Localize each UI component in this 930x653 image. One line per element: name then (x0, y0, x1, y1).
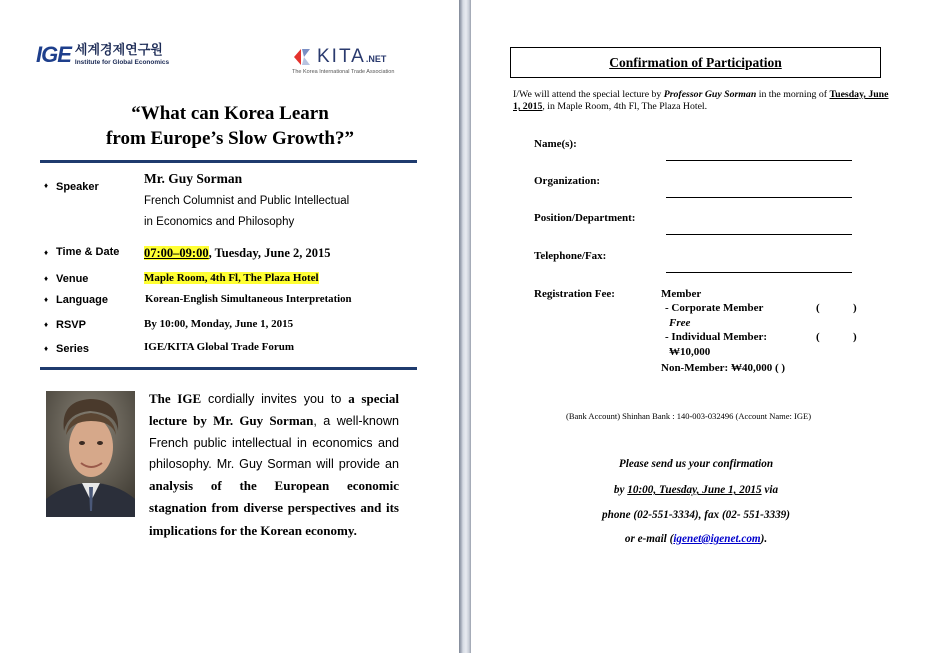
organization-field-label: Organization: (534, 175, 600, 187)
send-line-4 (531, 533, 861, 545)
confirmation-heading-box (510, 47, 881, 78)
ige-logo-mark: IGE (36, 42, 71, 67)
desc-ige: The IGE (149, 391, 202, 406)
bottom-divider (40, 367, 417, 370)
name-field-label: Name(s): (534, 138, 577, 150)
ige-logo-korean: 세계경제연구원 (74, 43, 163, 58)
member-label: Member (661, 288, 702, 300)
time-range: 07:00–09:00 (144, 246, 209, 260)
individual-member-checkbox-close[interactable]: ) (853, 331, 857, 343)
time-date-value (144, 246, 331, 261)
venue-value (144, 272, 319, 284)
corporate-member-label: - Corporate Member (665, 302, 764, 314)
email-link[interactable]: igenet@igenet.com (673, 533, 761, 545)
position-field-label: Position/Department: (534, 212, 636, 224)
event-date: , Tuesday, June 2, 2015 (208, 246, 331, 260)
speaker-label: Speaker (56, 181, 99, 193)
bullet-icon: ♦ (44, 320, 49, 329)
lecture-title-line1: “What can Korea Learn (131, 103, 329, 124)
desc-intellectual: , a well-known French public intellectual in economics and philosophy. Mr. Guy Sorman will provide an (149, 414, 400, 471)
intro-text-3: , in Maple Room, 4th Fl, The Plaza Hotel. (542, 101, 708, 112)
attendance-statement (513, 89, 893, 113)
lecture-title-line2: from Europe’s Slow Growth?” (106, 128, 354, 149)
send-by: by (613, 484, 628, 496)
book-gutter (459, 0, 471, 653)
intro-text-1: I/We will attend the special lecture by (513, 89, 664, 100)
rsvp-value: By 10:00, Monday, June 1, 2015 (144, 318, 294, 330)
venue-text: Maple Room, 4th Fl, The Plaza Hotel (144, 272, 319, 284)
telephone-field[interactable] (666, 272, 852, 273)
bullet-icon: ♦ (44, 344, 49, 353)
bullet-icon: ♦ (44, 295, 49, 304)
rsvp-label: RSVP (56, 319, 86, 331)
speaker-photo (46, 391, 135, 517)
desc-invites: cordially invites you to (201, 392, 349, 406)
send-deadline: 10:00, Tuesday, June 1, 2015 (627, 484, 762, 496)
send-email-prefix: or e-mail ( (624, 533, 674, 545)
confirmation-page (471, 0, 930, 653)
bullet-icon: ♦ (44, 274, 49, 283)
confirmation-heading: Confirmation of Participation (609, 54, 782, 70)
ige-logo-english: Institute for Global Economics (74, 59, 170, 66)
series-value: IGE/KITA Global Trade Forum (144, 341, 295, 353)
language-label: Language (56, 294, 108, 306)
send-line-2 (531, 484, 861, 496)
language-value: Korean-English Simultaneous Interpretation (145, 293, 352, 305)
bullet-icon: ♦ (44, 181, 49, 190)
lecture-description (149, 388, 399, 542)
kita-logo-net: .NET (365, 54, 387, 64)
position-field[interactable] (666, 234, 852, 235)
individual-member-checkbox-open[interactable]: ( (816, 331, 820, 343)
corporate-member-checkbox-open[interactable]: ( (816, 302, 820, 314)
send-via: via (761, 484, 779, 496)
top-divider (40, 160, 417, 163)
kita-logo (292, 46, 412, 75)
send-line-3: phone (02-551-3334), fax (02- 551-3339) (602, 509, 790, 521)
venue-label: Venue (56, 273, 89, 285)
kita-logo-subtitle: The Korea International Trade Association (292, 69, 395, 75)
send-email-suffix: ). (760, 533, 768, 545)
speaker-name: Mr. Guy Sorman (144, 171, 243, 186)
corporate-member-checkbox-close[interactable]: ) (853, 302, 857, 314)
speaker-title-line1: French Columnist and Public Intellectual (144, 195, 350, 207)
invitation-page (0, 0, 459, 653)
name-field[interactable] (666, 160, 852, 161)
registration-fee-label: Registration Fee: (534, 288, 615, 300)
desc-analysis: analysis of the European economic stagnation from diverse perspectives and its implications for the Korean economy. (149, 478, 399, 538)
individual-member-label: - Individual Member: (665, 331, 768, 343)
ige-logo (36, 44, 169, 67)
intro-text-2: in the morning of (756, 89, 830, 100)
lecture-title (40, 101, 420, 151)
series-label: Series (56, 343, 90, 355)
non-member-price[interactable]: Non-Member: ₩40,000 ( ) (661, 362, 786, 374)
time-date-label: Time & Date (56, 246, 120, 258)
individual-member-price: ₩10,000 (669, 346, 711, 358)
kita-emblem-icon (292, 46, 314, 68)
intro-date: Tuesday, June 1, 2015 (513, 89, 889, 112)
telephone-field-label: Telephone/Fax: (534, 250, 607, 262)
corporate-member-price: Free (669, 317, 691, 329)
bullet-icon: ♦ (44, 248, 49, 257)
kita-logo-word: KITA (317, 46, 366, 67)
organization-field[interactable] (666, 197, 852, 198)
send-line-1: Please send us your confirmation (618, 458, 774, 470)
intro-professor: Professor Guy Sorman (663, 89, 757, 100)
speaker-title-line2: in Economics and Philosophy (144, 216, 295, 228)
bank-account-info: (Bank Account) Shinhan Bank : 140-003-032496 (Account Name: IGE) (566, 411, 812, 421)
desc-lecture: a special lecture by Mr. Guy Sorman (149, 391, 399, 429)
